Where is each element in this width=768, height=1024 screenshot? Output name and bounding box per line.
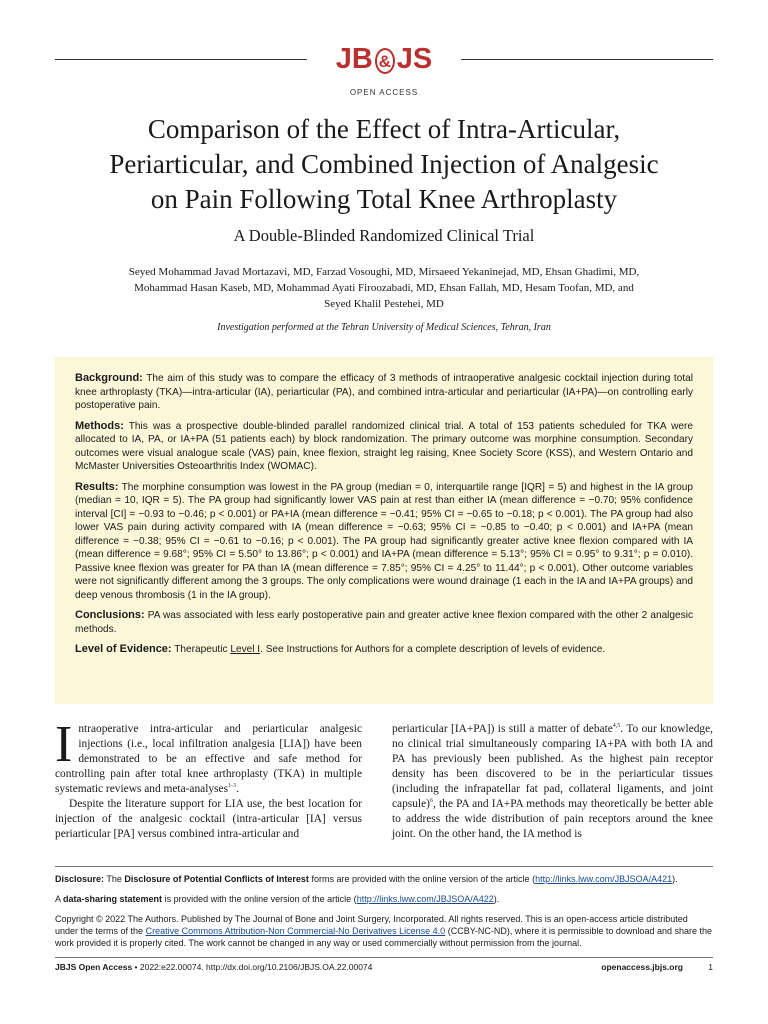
datasharing-pre: A [55, 894, 61, 904]
logo-left-text: JB [335, 43, 373, 75]
results-label: Results: [75, 480, 119, 493]
journal-header [55, 38, 713, 98]
level-label: Level of Evidence: [75, 643, 172, 655]
body-paragraph-3 [392, 722, 713, 842]
datasharing-bold: data-sharing statement [63, 894, 163, 904]
disclosure-divider [55, 866, 713, 867]
copyright-statement [55, 913, 713, 949]
logo-ampersand-icon: & [375, 48, 395, 74]
footer-divider [55, 957, 713, 958]
drop-cap: I [55, 716, 73, 773]
r1-text: periarticular [IA+PA]) is still a matter of debate [392, 723, 613, 735]
r2-ref[interactable]: 6 [429, 798, 433, 805]
level-pre: Therapeutic [174, 644, 228, 655]
copyright-pre: Copyright © 2022 The Authors. Published by The Journal of Bone and Joint Surgery, Incorporated. All rights reserved. This is an open-access article distributed under the terms of the [55, 914, 688, 936]
data-sharing-statement [55, 893, 713, 905]
disclosure-label: Disclosure: [55, 874, 105, 884]
authors-line-2: Mohammad Hasan Kaseb, MD, Mohammad Ayati Firoozabadi, MD, Ehsan Fallah, MD, Hesam Toofan, MD, and [134, 282, 634, 294]
footer-citation [55, 962, 372, 972]
abstract-box [55, 357, 713, 704]
datasharing-end: ). [493, 894, 500, 904]
affiliation: Investigation performed at the Tehran University of Medical Sciences, Tehran, Iran [217, 322, 551, 333]
p1-ref[interactable]: 1-3 [228, 783, 237, 790]
abstract-background [75, 372, 693, 413]
datasharing-mid: is provided with the online version of the article ( [164, 894, 357, 904]
author-list [80, 264, 688, 312]
abstract-conclusions [75, 609, 693, 636]
r3-text: , the PA and IA+PA methods may theoretically be better able to address the wide distribution of pain receptors around the knee joint. On the other hand, the IA method is [392, 798, 713, 840]
disclosure-pre: The [106, 874, 122, 884]
footer-journal: JBJS Open Access [55, 962, 133, 972]
header-rule-left [55, 59, 307, 60]
logo-subtitle: OPEN ACCESS [349, 88, 419, 97]
background-label: Background: [75, 372, 143, 384]
body-paragraph-1: Intraoperative intra-articular and periarticular analgesic injections (i.e., local infiltration analgesia [LIA]) have been demonstrated to be an effective and safe method for controlling pain after total knee arthroplasty (TKA) in multiple systematic reviews and meta-analyses$^{1-3}$. [55, 716, 362, 795]
methods-text: This was a prospective double-blinded parallel randomized clinical trial. A total of 153 patients scheduled for TKA were allocated to IA, PA, or IA+PA (51 patients each) by block randomization. The primary outcome was morphine consumption. Secondary outcomes were visual analogue scale (VAS) pain, knee flexion, straight leg raising, Knee Society Score (KSS), and Western Ontario and McMaster Universities Osteoarthritis Index (WOMAC). [75, 420, 694, 472]
footer-site[interactable]: openaccess.jbjs.org [601, 962, 683, 972]
conclusions-text: PA was associated with less early postoperative pain and greater active knee flexion compared with the other 2 analgesic methods. [75, 610, 693, 635]
abstract-level [75, 643, 693, 657]
r1-ref[interactable]: 4,5 [612, 723, 621, 730]
abstract-methods [75, 420, 693, 474]
header-rule-right [461, 59, 713, 60]
article-subtitle: A Double-Blinded Randomized Clinical Trial [233, 226, 535, 245]
p1-text: ntraoperative intra-articular and periarticular analgesic injections (i.e., local infiltration analgesia [LIA]) have been demonstrated to be an effective and safe method for controlling pain after total knee arthroplasty (TKA) in multiple systematic reviews and meta-analyses [55, 723, 362, 795]
authors-line-3: Seyed Khalil Pestehei, MD [324, 298, 444, 310]
body-column-left [55, 716, 362, 842]
level-link[interactable]: Level I [230, 644, 261, 655]
logo-right-text: JS [396, 43, 433, 75]
page-number: 1 [708, 962, 713, 972]
disclosure-link[interactable]: http://links.lww.com/JBJSOA/A421 [535, 874, 673, 884]
body-column-right [392, 722, 713, 842]
title-line-2: Periarticular, and Combined Injection of Analgesic [109, 149, 659, 179]
methods-label: Methods: [75, 419, 124, 432]
footer-doi[interactable]: • 2022:e22.00074. http://dx.doi.org/10.2106/JBJS.OA.22.00074 [132, 962, 373, 972]
copyright-post: (CCBY-NC-ND), where it is permissible to download and share the work provided it is properly cited. The work cannot be changed in any way or used commercially without permission from the journal. [55, 926, 712, 948]
disclosure-mid: forms are provided with the online version of the article ( [311, 874, 536, 884]
background-text: The aim of this study was to compare the efficacy of 3 methods of intraoperative analgesic cocktail injection during total knee arthroplasty (TKA)—intra-articular (IA), periarticular (PA), and combined intra-articular and periarticular (IA+PA)—on controlling early postoperative pain. [75, 373, 693, 411]
license-link[interactable]: Creative Commons Attribution-Non Commercial-No Derivatives License 4.0 [145, 926, 446, 936]
level-post: . See Instructions for Authors for a complete description of levels of evidence. [260, 644, 606, 655]
abstract-results [75, 481, 693, 603]
conclusions-label: Conclusions: [75, 609, 145, 621]
datasharing-link[interactable]: http://links.lww.com/JBJSOA/A422 [356, 894, 494, 904]
disclosure-end: ). [672, 874, 678, 884]
title-line-3: on Pain Following Total Knee Arthroplasty [150, 184, 618, 214]
journal-logo [317, 42, 451, 97]
disclosure-bold: Disclosure of Potential Conflicts of Interest [124, 874, 309, 884]
authors-line-1: Seyed Mohammad Javad Mortazavi, MD, Farzad Vosoughi, MD, Mirsaeed Yekaninejad, MD, Ehsan Ghadimi, MD, [128, 266, 640, 278]
disclosure-statement [55, 873, 713, 885]
results-text: The morphine consumption was lowest in the PA group (median = 0, interquartile range [IQR] = 5) and highest in the IA group (median = 10, IQR = 5). The PA group had significantly lower VAS pain at rest than either IA (mean difference = −0.70; 95% confidence interval [CI] = −0.93 to −0.46; p < 0.001) or PA+IA (mean difference = −0.41; 95% CI = −0.65 to −0.18; p < 0.001). The PA group had also lower VAS pain during activity compared with IA (mean difference = −0.63; 95% CI = −0.85 to −0.40; p < 0.001) and IA+PA (mean difference = −0.38; 95% CI = −0.61 to −0.16; p < 0.001). The PA group had significantly greater active knee flexion compared with IA (mean difference = 9.68°; 95% CI = 5.50° to 13.86°; p < 0.001) and IA+PA (mean difference = 5.13°; 95% CI = 0.95° to 9.31°; p = 0.010). Passive knee flexion was greater for PA than IA (mean difference = 7.85°; 95% CI = 4.25° to 11.44°; p < 0.001). Other outcome variables were not significantly different among the 3 groups. The only complications were wound drainage (1 each in the IA and IA+PA groups) and deep venous thrombosis (1 in the IA group). [75, 481, 693, 601]
r2-text: . To our knowledge, no clinical trial simultaneously comparing IA+PA with both IA and PA has previously been published. As the highest pain receptor density has been discovered to be in the periarticular tissues (including the infrapatellar fat pad, collateral ligaments, and joint capsule) [392, 723, 713, 810]
body-paragraph-2: Despite the literature support for LIA use, the best location for injection of the analgesic cocktail (intra-articular [IA] versus periarticular [PA] versus combined intra-articular and [55, 798, 362, 840]
title-line-1: Comparison of the Effect of Intra-Articular, [147, 114, 621, 144]
article-title [30, 112, 738, 217]
